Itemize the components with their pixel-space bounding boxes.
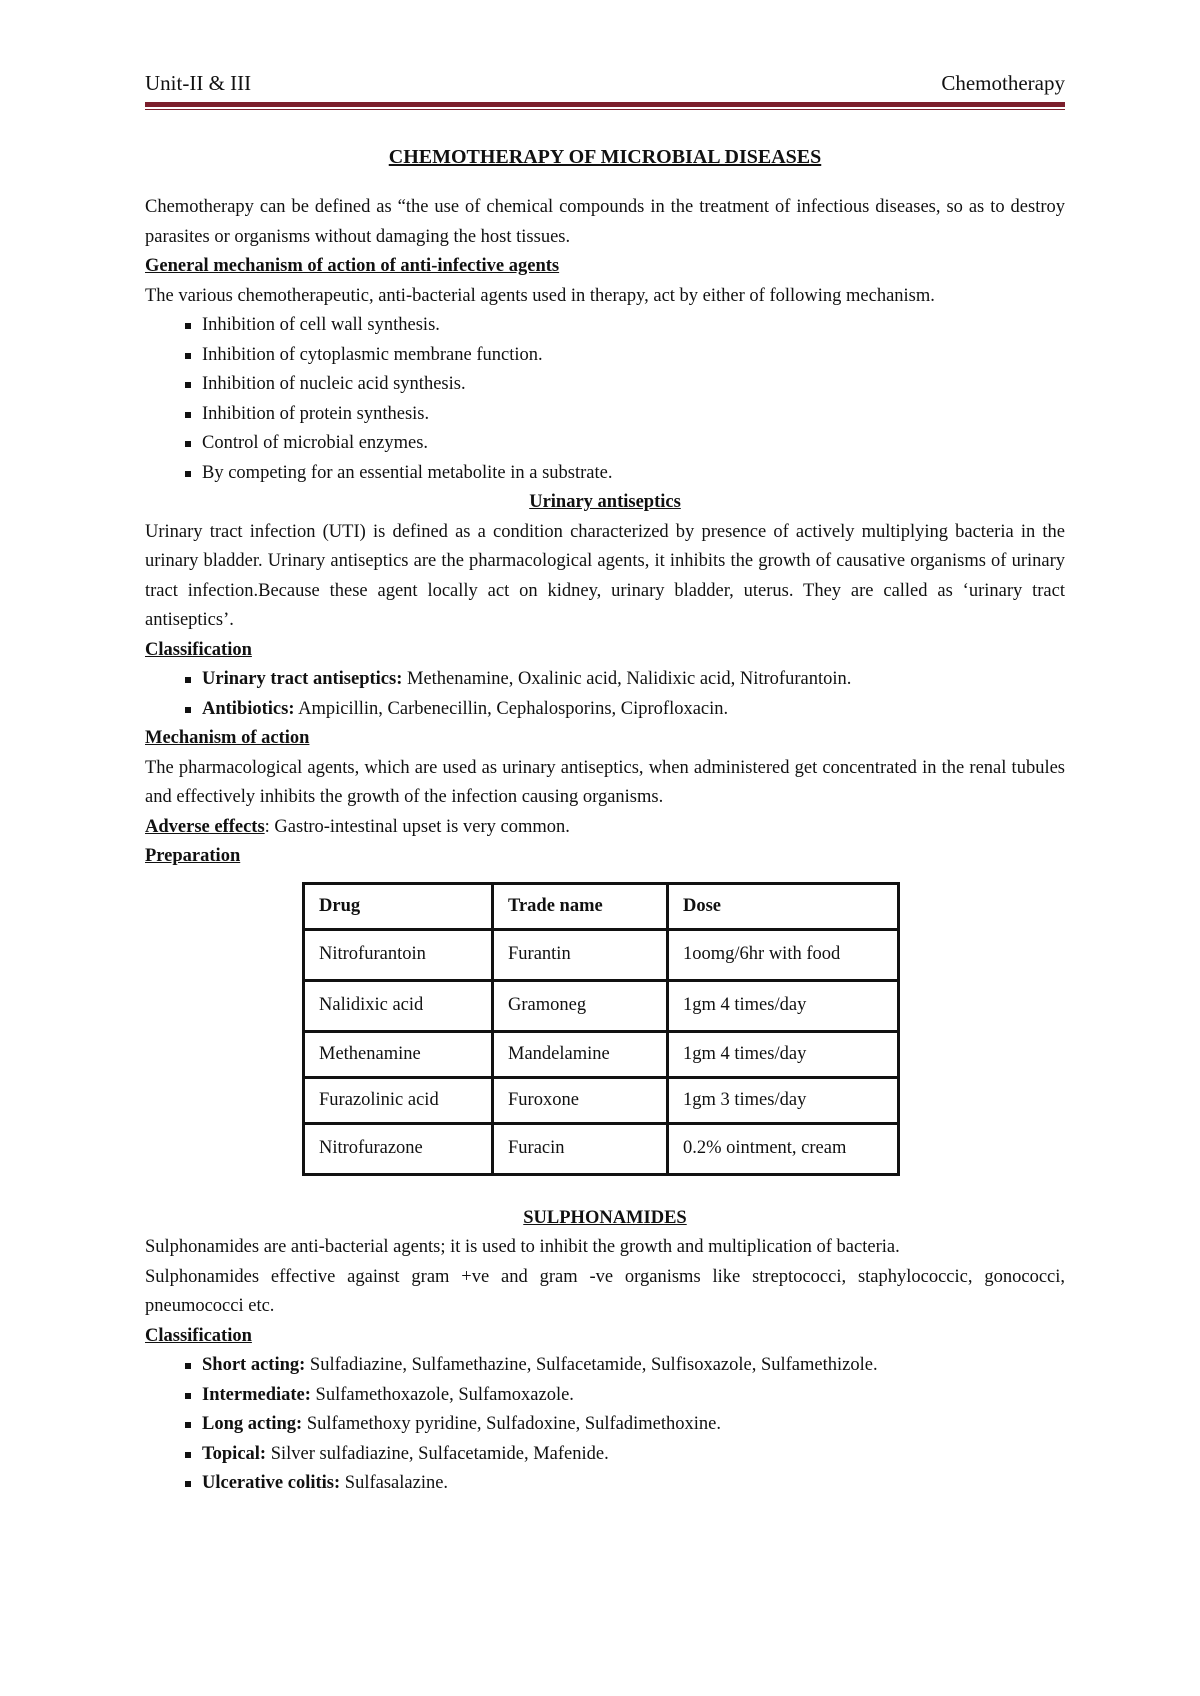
item-label: Antibiotics:: [202, 698, 295, 719]
mechanism-of-action-text: The pharmacological agents, which are used as urinary antiseptics, when administered get concentrated in the renal tubules and effectively inhibits the growth of the infection causing organisms.: [145, 757, 1065, 807]
list-item: Inhibition of cell wall synthesis.: [185, 311, 1065, 341]
header-subject: Chemotherapy: [941, 71, 1065, 95]
table-cell: Methenamine: [304, 1031, 493, 1077]
general-mechanism-heading: General mechanism of action of anti-infective agents: [145, 256, 560, 276]
table-header-cell: Trade name: [493, 883, 668, 929]
table-cell: 1oomg/6hr with food: [668, 929, 899, 980]
mechanism-list: [145, 311, 1065, 488]
item-value: Silver sulfadiazine, Sulfacetamide, Mafenide.: [266, 1443, 609, 1464]
list-item: Inhibition of cytoplasmic membrane function.: [185, 341, 1065, 371]
table-row: [304, 980, 899, 1031]
list-item: Inhibition of protein synthesis.: [185, 400, 1065, 430]
list-item: By competing for an essential metabolite in a substrate.: [185, 459, 1065, 489]
item-value: Sulfadiazine, Sulfamethazine, Sulfacetamide, Sulfisoxazole, Sulfamethizole.: [305, 1355, 878, 1375]
item-value: Methenamine, Oxalinic acid, Nalidixic acid, Nitrofurantoin.: [402, 669, 852, 689]
adverse-effects-line: [145, 813, 1065, 843]
table-cell: Nitrofurazone: [304, 1123, 493, 1174]
general-mechanism-text: The various chemotherapeutic, anti-bacterial agents used in therapy, act by either of following mechanism.: [145, 285, 935, 306]
adverse-effects-label: Adverse effects: [145, 816, 265, 837]
adverse-effects-text: : Gastro-intestinal upset is very common.: [264, 816, 570, 837]
item-label: Short acting:: [202, 1355, 306, 1375]
table-cell: 0.2% ointment, cream: [668, 1123, 899, 1174]
preparation-table: [302, 882, 900, 1176]
table-header-cell: Drug: [304, 883, 493, 929]
list-item: [185, 1410, 1065, 1440]
item-value: Sulfasalazine.: [340, 1473, 449, 1493]
table-header-cell: Dose: [668, 883, 899, 929]
table-cell: Furazolinic acid: [304, 1077, 493, 1123]
header-rule: [145, 102, 1065, 110]
table-row: [304, 929, 899, 980]
table-cell: 1gm 4 times/day: [668, 1031, 899, 1077]
running-header: [145, 70, 1065, 96]
sulphonamides-classification-heading: Classification: [145, 1325, 252, 1346]
table-cell: Gramoneg: [493, 980, 668, 1031]
urinary-antiseptics-heading: Urinary antiseptics: [529, 492, 681, 512]
urinary-classification-list: [145, 665, 1065, 724]
list-item: Control of microbial enzymes.: [185, 429, 1065, 459]
list-item: Inhibition of nucleic acid synthesis.: [185, 370, 1065, 400]
urinary-antiseptics-text: Urinary tract infection (UTI) is defined as a condition characterized by presence of actively multiplying bacteria in the urinary bladder. Urinary antiseptics are the pharmacological agents, it inhibits the growth of causative organisms of urinary tract infection.Because these agent locally act on kidney, urinary bladder, uterus. They are called as ‘urinary tract antiseptics’.: [145, 521, 1065, 630]
header-unit: Unit-II & III: [145, 71, 252, 95]
table-cell: Nalidixic acid: [304, 980, 493, 1031]
table-cell: Mandelamine: [493, 1031, 668, 1077]
table-cell: Furoxone: [493, 1077, 668, 1123]
item-label: Topical:: [202, 1443, 267, 1464]
table-row: [304, 1031, 899, 1077]
item-label: Ulcerative colitis:: [202, 1473, 341, 1493]
item-label: Intermediate:: [202, 1384, 311, 1405]
sulphonamides-text-2: Sulphonamides effective against gram +ve and gram -ve organisms like streptococci, staphylococcic, gonococci, pneumococci etc.: [145, 1266, 1065, 1316]
sulphonamides-heading: SULPHONAMIDES: [523, 1207, 687, 1228]
table-cell: 1gm 4 times/day: [668, 980, 899, 1031]
table-cell: 1gm 3 times/day: [668, 1077, 899, 1123]
mechanism-of-action-heading: Mechanism of action: [145, 728, 310, 748]
preparation-heading: Preparation: [145, 846, 241, 866]
list-item: [185, 1381, 1065, 1411]
sulphonamides-text-1: Sulphonamides are anti-bacterial agents; it is used to inhibit the growth and multiplication of bacteria.: [145, 1237, 900, 1257]
table-cell: Furacin: [493, 1123, 668, 1174]
table-cell: Furantin: [493, 929, 668, 980]
item-value: Ampicillin, Carbenecillin, Cephalosporins, Ciprofloxacin.: [294, 698, 729, 719]
list-item: [185, 1469, 1065, 1499]
item-label: Urinary tract antiseptics:: [202, 669, 403, 689]
document-page: [145, 70, 1065, 1499]
list-item: [185, 1351, 1065, 1381]
item-value: Sulfamethoxazole, Sulfamoxazole.: [310, 1384, 574, 1405]
list-item: [185, 665, 1065, 695]
table-row: [304, 1123, 899, 1174]
sulphonamides-classification-list: [145, 1351, 1065, 1499]
intro-paragraph: Chemotherapy can be defined as “the use of chemical compounds in the treatment of infectious diseases, so as to destroy parasites or organisms without damaging the host tissues.: [145, 197, 1065, 247]
table-row: [304, 1077, 899, 1123]
list-item: [185, 695, 1065, 725]
item-label: Long acting:: [202, 1414, 303, 1434]
urinary-classification-heading: Classification: [145, 639, 252, 660]
list-item: [185, 1440, 1065, 1470]
table-header-row: [304, 883, 899, 929]
item-value: Sulfamethoxy pyridine, Sulfadoxine, Sulfadimethoxine.: [302, 1414, 721, 1434]
table-cell: Nitrofurantoin: [304, 929, 493, 980]
document-title: CHEMOTHERAPY OF MICROBIAL DISEASES: [388, 146, 822, 168]
